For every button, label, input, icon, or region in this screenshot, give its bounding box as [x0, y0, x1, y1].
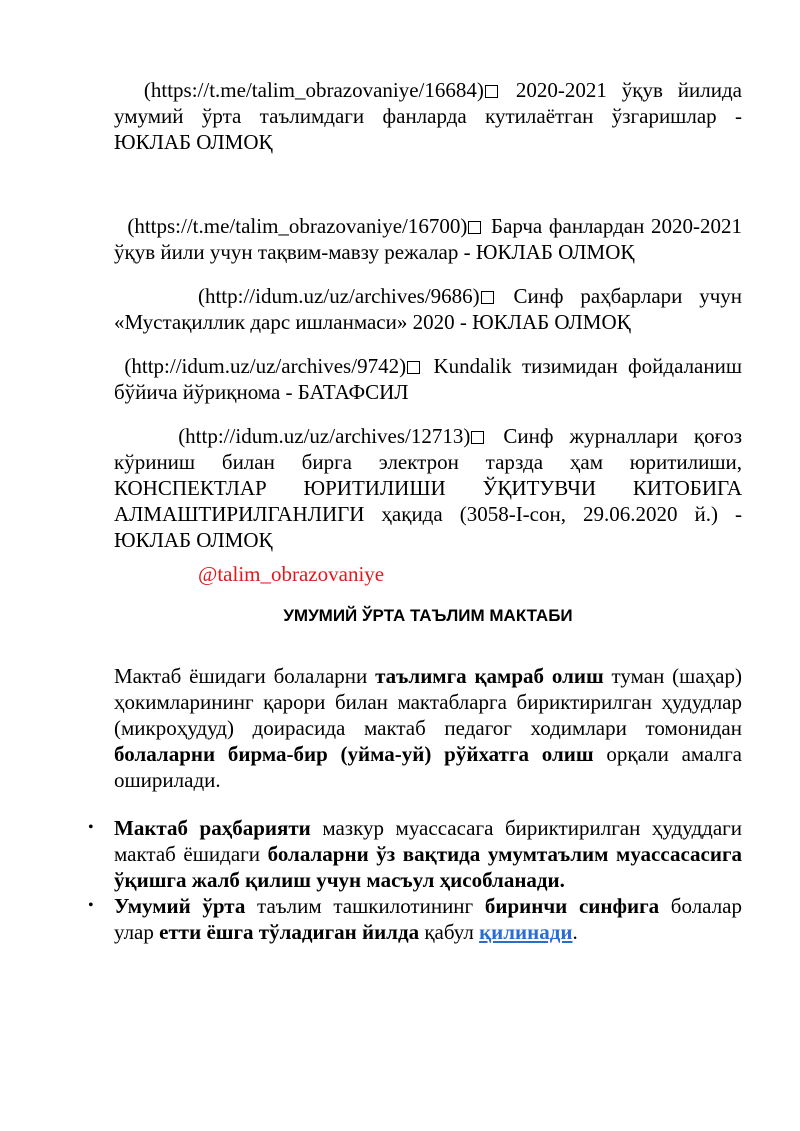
intro-text: Мактаб ёшидаги болаларни [114, 664, 376, 688]
checkbox-glyph-icon [485, 85, 498, 98]
link-description: Барча фанлардан 2020-2021 ўқув йили учун тақвим-мавзу режалар - ЮКЛАБ ОЛМОҚ [114, 214, 743, 264]
checkbox-glyph-icon [481, 291, 494, 304]
bullet-bold: етти ёшга тўладиган йилда [159, 920, 420, 944]
link-description: 2020-2021 ўқув йилида умумий ўрта таълимдаги фанларда кутилаётган ўзгаришлар - ЮКЛАБ ОЛМОҚ [114, 78, 743, 154]
list-item [114, 893, 742, 945]
link-url[interactable]: (https://t.me/talim_obrazovaniye/16700) [127, 214, 468, 238]
link-description: Синф раҳбарлари учун «Мустақиллик дарс ишланмаси» 2020 - ЮКЛАБ ОЛМОҚ [114, 284, 743, 334]
bullet-bold: биринчи синфига [484, 894, 660, 918]
resource-link-4[interactable] [114, 353, 742, 405]
intro-text: орқали амалга оширилади. [114, 742, 742, 792]
resource-link-1[interactable] [114, 77, 742, 155]
hyperlink[interactable]: қилинади [479, 920, 573, 944]
intro-bold: болаларни бирма-бир (уйма-уй) рўйхатга олиш [114, 742, 594, 766]
checkbox-glyph-icon [471, 431, 484, 444]
bullet-text: таълим ташкилотининг [245, 894, 485, 918]
bullet-text: болалар улар [114, 894, 742, 944]
bullet-bold: болаларни ўз вақтида умумтаълим муассасасига ўқишга жалб қилиш учун масъул ҳисобланади. [114, 842, 742, 892]
bullet-text: мазкур муассасага бириктирилган ҳудуддаги мактаб ёшидаги [114, 816, 742, 866]
checkbox-glyph-icon [468, 221, 481, 234]
bullet-bold: Умумий ўрта [114, 894, 246, 918]
intro-text: туман (шаҳар) ҳокимларининг қарори билан мактабларга бириктирилган ҳудудлар (микроҳудуд) доирасида мактаб педагог ходимлари томонидан [114, 664, 742, 740]
list-item [114, 815, 742, 893]
link-url[interactable]: (http://idum.uz/uz/archives/12713) [178, 424, 471, 448]
link-url[interactable]: (http://idum.uz/uz/archives/9686) [197, 284, 480, 308]
telegram-handle[interactable]: @talim_obrazovaniye [198, 562, 385, 586]
section-heading: УМУМИЙ ЎРТА ТАЪЛИМ МАКТАБИ [283, 606, 573, 625]
bullet-list [114, 815, 742, 945]
resource-link-2[interactable] [114, 213, 742, 265]
intro-bold: таълимга қамраб олиш [375, 664, 604, 688]
resource-link-3[interactable] [114, 283, 742, 335]
link-description: Синф журналлари қоғоз кўриниш билан бирга электрон тарзда ҳам юритилиши, КОНСПЕКТЛАР ЮРИТИЛИШИ ЎҚИТУВЧИ КИТОБИГА АЛМАШТИРИЛГАНЛИГИ ҳақида (3058-I-сон, 29.06.2020 й.) - ЮКЛАБ ОЛМОҚ [114, 424, 742, 552]
link-url[interactable]: (http://idum.uz/uz/archives/9742) [124, 354, 407, 378]
resource-link-5[interactable] [114, 423, 742, 553]
link-description: Kundalik тизимидан фойдаланиш бўйича йўриқнома - БАТАФСИЛ [114, 354, 743, 404]
link-url[interactable]: (https://t.me/talim_obrazovaniye/16684) [143, 78, 484, 102]
document-page [114, 77, 742, 945]
bullet-text: . [572, 920, 578, 944]
bullet-text: қабул [419, 920, 480, 944]
checkbox-glyph-icon [407, 361, 420, 374]
bullet-bold: Мактаб раҳбарияти [114, 816, 311, 840]
intro-paragraph [114, 663, 742, 793]
